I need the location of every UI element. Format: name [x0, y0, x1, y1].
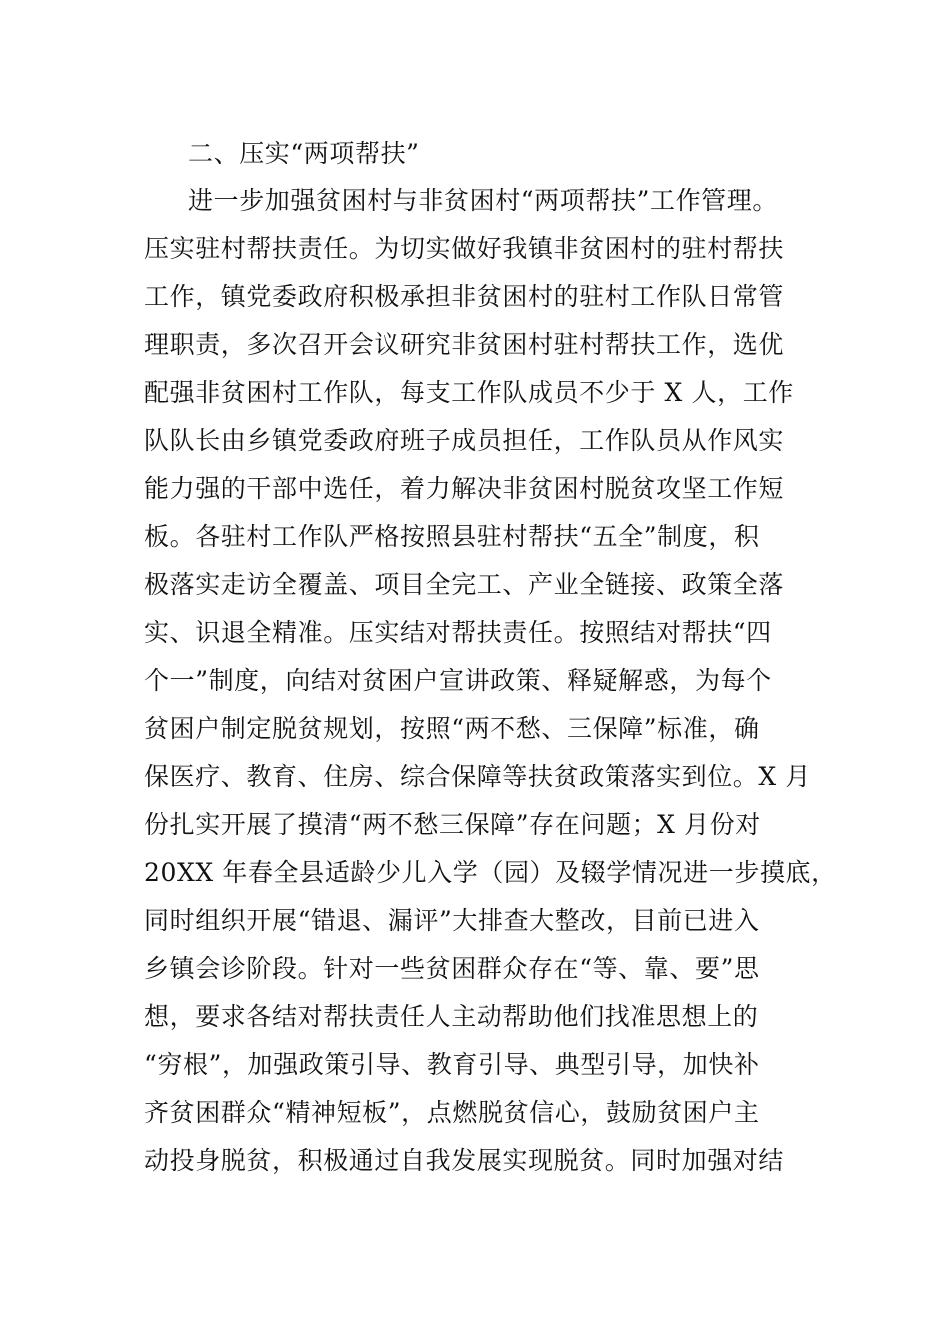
body-text-line: 想，要求各结对帮扶责任人主动帮助他们找准思想上的	[144, 1002, 759, 1031]
body-text-line: 板。各驻村工作队严格按照县驻村帮扶“五全”制度，积	[144, 522, 760, 551]
body-text-line: 进一步加强贫困村与非贫困村“两项帮扶”工作管理。	[188, 186, 778, 215]
body-text-line: 动投身脱贫，积极通过自我发展实现脱贫。同时加强对结	[144, 1146, 785, 1175]
body-text-line: 能力强的干部中选任，着力解决非贫困村脱贫攻坚工作短	[144, 474, 785, 503]
body-text-line: 配强非贫困村工作队，每支工作队成员不少于 X 人，工作	[144, 378, 794, 407]
body-text-line: 保医疗、教育、住房、综合保障等扶贫政策落实到位。X 月	[144, 762, 811, 791]
body-text-line: 20XX 年春全县适龄少儿入学（园）及辍学情况进一步摸底，	[144, 858, 837, 887]
section-heading: 二、压实“两项帮扶”	[188, 139, 420, 168]
body-text-line: “穷根”，加强政策引导、教育引导、典型引导，加快补	[144, 1050, 760, 1079]
body-text-line: 极落实走访全覆盖、项目全完工、产业全链接、政策全落	[144, 570, 785, 599]
body-text-line: 工作，镇党委政府积极承担非贫困村的驻村工作队日常管	[144, 282, 785, 311]
body-text-line: 齐贫困群众“精神短板”，点燃脱贫信心，鼓励贫困户主	[144, 1098, 760, 1127]
body-text-line: 实、识退全精准。压实结对帮扶责任。按照结对帮扶“四	[144, 618, 772, 647]
body-text-line: 贫困户制定脱贫规划，按照“两不愁、三保障”标准，确	[144, 714, 760, 743]
body-text-line: 同时组织开展“错退、漏评”大排查大整改，目前已进入	[144, 906, 760, 935]
body-text-line: 压实驻村帮扶责任。为切实做好我镇非贫困村的驻村帮扶	[144, 234, 785, 263]
body-text-line: 乡镇会诊阶段。针对一些贫困群众存在“等、靠、要”思	[144, 954, 760, 983]
body-text-line: 份扎实开展了摸清“两不愁三保障”存在问题；X 月份对	[144, 810, 761, 839]
body-text-line: 个一”制度，向结对贫困户宣讲政策、释疑解惑，为每个	[144, 666, 772, 695]
body-text-line: 队队长由乡镇党委政府班子成员担任，工作队员从作风实	[144, 426, 785, 455]
body-text-line: 理职责，多次召开会议研究非贫困村驻村帮扶工作，选优	[144, 330, 785, 359]
